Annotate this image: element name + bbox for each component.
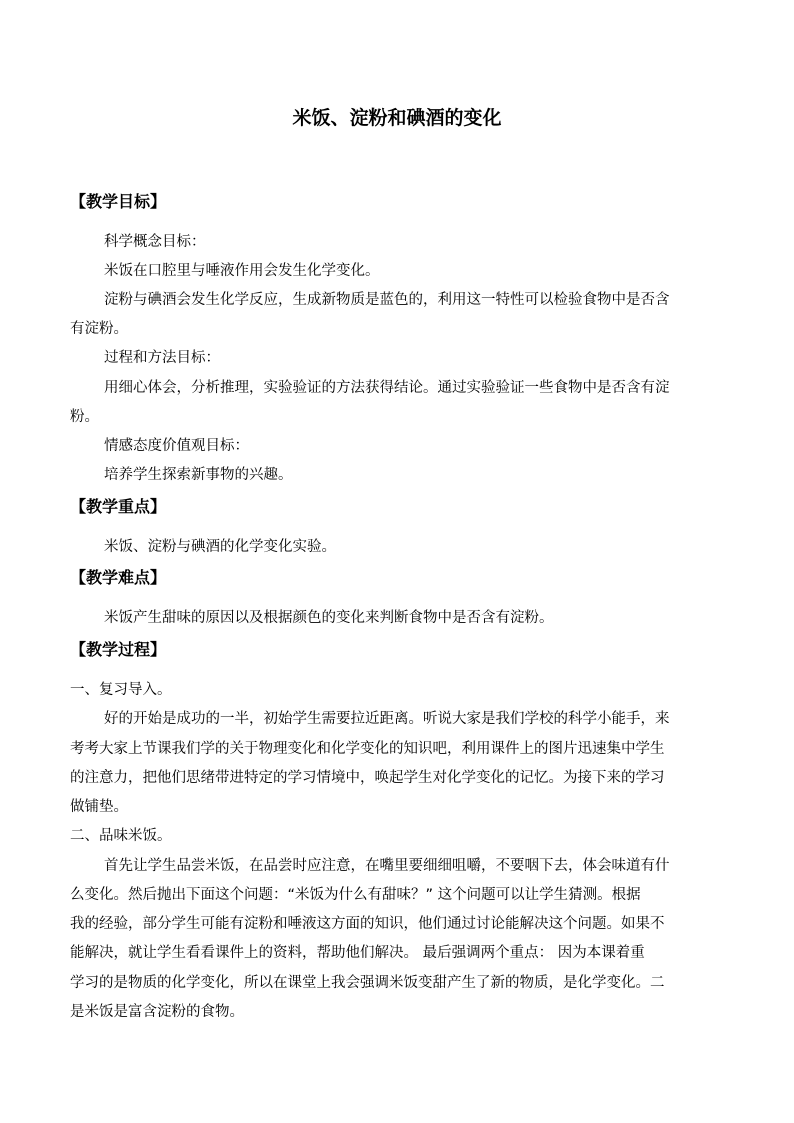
paragraph-line: 粉。 (70, 409, 99, 425)
paragraph-line: 米饭、淀粉与碘酒的化学变化实验。 (104, 539, 336, 555)
paragraph-line: 有淀粉。 (70, 321, 128, 337)
paragraph-line: 学习的是物质的化学变化，所以在课堂上我会强调米饭变甜产生了新的物质，是化学变化。二 (70, 975, 665, 991)
paragraph-line: 二、品味米饭。 (70, 828, 172, 844)
paragraph-line: 情感态度价值观目标： (104, 438, 249, 454)
paragraph-line: 好的开始是成功的一半，初始学生需要拉近距离。听说大家是我们学校的科学小能手，来 (104, 711, 670, 727)
paragraph-line: 一、复习导入。 (70, 682, 172, 698)
heading-key-points: 【教学重点】 (70, 497, 167, 516)
page-title: 米饭、淀粉和碘酒的变化 (292, 107, 502, 129)
heading-teaching-process: 【教学过程】 (70, 640, 167, 659)
paragraph-line: 首先让学生品尝米饭，在品尝时应注意，在嘴里要细细咀嚼，不要咽下去，体会味道有什 (104, 858, 670, 874)
paragraph-line: 是米饭是富含淀粉的食物。 (70, 1004, 244, 1020)
paragraph-line: 能解决，就让学生看看课件上的资料，帮助他们解决。 最后强调两个重点： 因为本课着重 (70, 945, 645, 961)
paragraph-line: 用细心体会，分析推理，实验验证的方法获得结论。通过实验验证一些食物中是否含有淀 (104, 380, 670, 396)
paragraph-line: 科学概念目标： (104, 234, 206, 250)
paragraph-line: 么变化。然后抛出下面这个问题：“米饭为什么有甜味？” 这个问题可以让学生猜测。根据 (70, 887, 641, 903)
paragraph-line: 做铺垫。 (70, 799, 128, 815)
paragraph-line: 米饭产生甜味的原因以及根据颜色的变化来判断食物中是否含有淀粉。 (104, 610, 554, 626)
paragraph-line: 的注意力，把他们思绪带进特定的学习情境中，唤起学生对化学变化的记忆。为接下来的学习 (70, 770, 665, 786)
paragraph-line: 考考大家上节课我们学的关于物理变化和化学变化的知识吧，利用课件上的图片迅速集中学生 (70, 741, 665, 757)
heading-difficulties: 【教学难点】 (70, 568, 167, 587)
paragraph-line: 过程和方法目标： (104, 350, 220, 366)
paragraph-line: 我的经验，部分学生可能有淀粉和唾液这方面的知识，他们通过讨论能解决这个问题。如果不 (70, 916, 665, 932)
paragraph-line: 米饭在口腔里与唾液作用会发生化学变化。 (104, 263, 380, 279)
paragraph-line: 淀粉与碘酒会发生化学反应，生成新物质是蓝色的，利用这一特性可以检验食物中是否含 (104, 292, 670, 308)
paragraph-line: 培养学生探索新事物的兴趣。 (104, 467, 293, 483)
heading-teaching-goals: 【教学目标】 (70, 192, 167, 211)
